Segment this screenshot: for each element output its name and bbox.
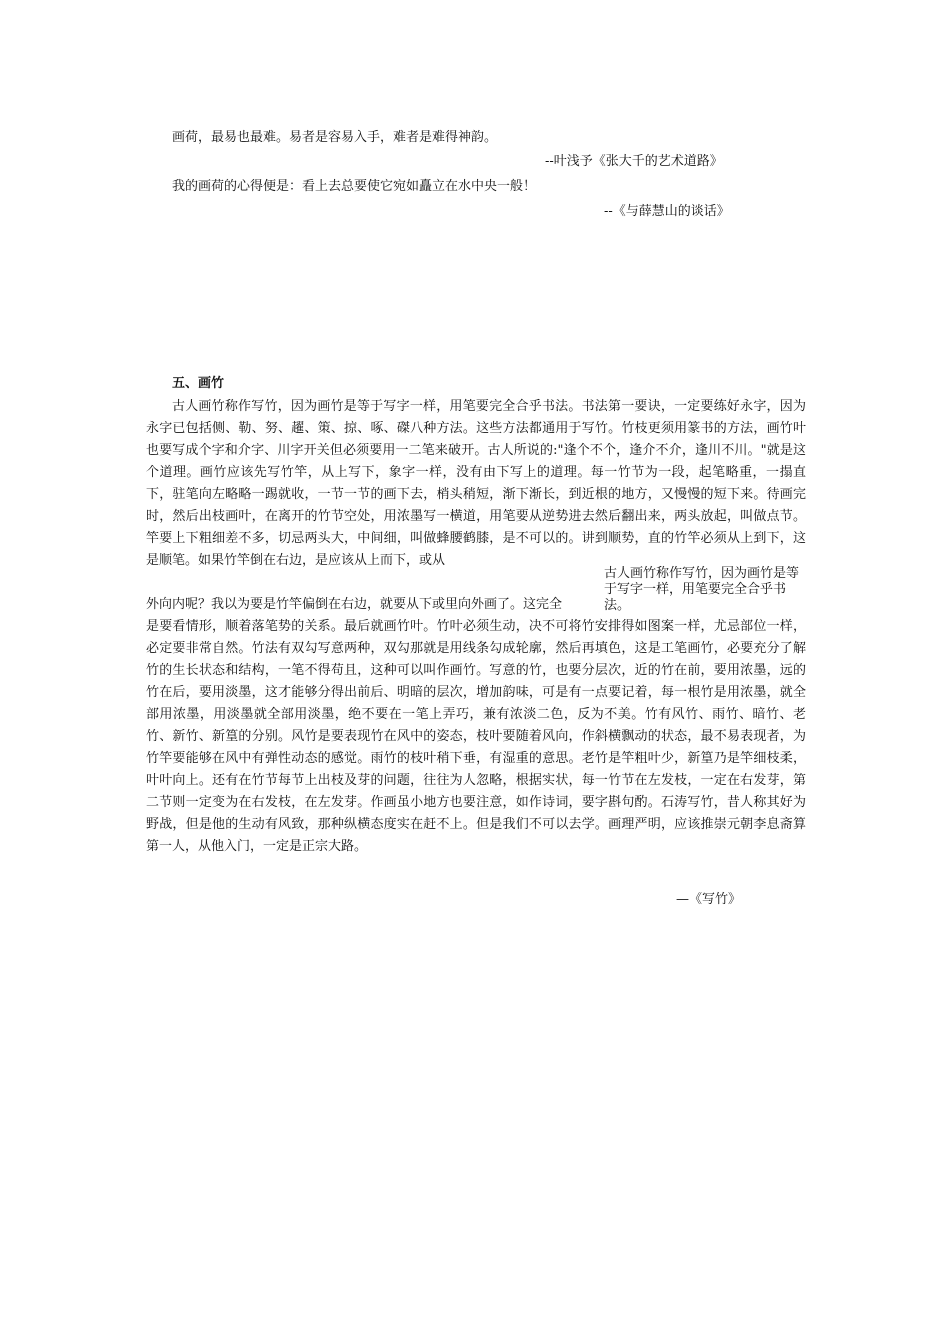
overlay-text-box: 古人画竹称作写竹，因为画竹是等于写字一样，用笔要完全合乎书法。 [604, 566, 809, 614]
heart-quote: 我的画荷的心得便是：看上去总要使它宛如矗立在水中央一般！ [172, 179, 537, 194]
heart-citation: --《与薛慧山的谈话》 [604, 204, 730, 219]
bamboo-paragraph-1-tail: 外向内呢？我以为要是竹竿偏倒在右边，就要从下或里向外画了。这完全 [146, 597, 563, 612]
bamboo-citation: —《写竹》 [676, 892, 742, 907]
bamboo-paragraph-1: 古人画竹称作写竹，因为画竹是等于写字一样，用笔要完全合乎书法。书法第一要诀，一定要练好永字，因为永字已包括侧、勒、努、趯、策、掠、啄、磔八种方法。这些方法都通用于写竹。竹枝更须用篆书的方法，画竹叶也要写成个字和介字、川字开关但必须要用一二笔来破开。古人所说的:"逢个不个，逢介不介，逢川不川。"就是这个道理。画竹应该先写竹竿，从上写下，象字一样，没有由下写上的道理。每一竹节为一段，起笔略重，一搨直下，驻笔向左略略一踢就收，一节一节的画下去，梢头稍短，渐下渐长，到近根的地方，又慢慢的短下来。待画完时，然后出枝画叶，在离开的竹节空处，用浓墨写一横道，用笔要从逆势进去然后翻出来，两头放起，叫做点节。竿要上下粗细差不多，切忌两头大，中间细，叫做蜂腰鹤膝，是不可以的。讲到顺势，直的竹竿必须从上到下，这是顺笔。如果竹竿倒在右边，是应该从上而下，或从 [146, 399, 806, 568]
bamboo-paragraph-2: 是要看情形，顺着落笔势的关系。最后就画竹叶。竹叶必须生动，决不可将竹安排得如图案一样，尤忌部位一样，必定要非常自然。竹法有双勾写意两种，双勾那就是用线条勾成轮廓，然后再填色，这是工笔画竹，必要充分了解竹的生长状态和结构，一笔不得苟且，这种可以叫作画竹。写意的竹，也要分层次，近的竹在前，要用浓墨，远的竹在后，要用淡墨，这才能够分得出前后、明暗的层次，增加韵味，可是有一点要记着，每一根竹是用浓墨，就全部用浓墨，用淡墨就全部用淡墨，绝不要在一笔上弄巧，兼有浓淡二色，反为不美。竹有风竹、雨竹、暗竹、老竹、新竹、新篁的分别。风竹是要表现竹在风中的姿态，枝叶要随着风向，作斜横飘动的状态，最不易表现者，为竹竿要能够在风中有弹性动态的感觉。雨竹的枝叶稍下垂，有湿重的意思。老竹是竿粗叶少，新篁乃是竿细枝柔，叶叶向上。还有在竹节每节上出枝及芽的问题，往往为人忽略，根据实状，每一竹节在左发枝，一定在右发芽，第二节则一定变为在右发枝，在左发芽。作画虽小地方也要注意，如作诗词，要字斟句酌。石涛写竹，昔人称其好为野战，但是他的生动有风致，那种纵横态度实在赶不上。但是我们不可以去学。画理严明，应该推崇元朝李息斋算第一人，从他入门，一定是正宗大路。 [146, 619, 806, 854]
lotus-quote: 画荷，最易也最难。易者是容易入手，难者是难得神韵。 [172, 130, 498, 145]
section-heading: 五、画竹 [172, 376, 225, 391]
lotus-citation: --叶浅予《张大千的艺术道路》 [545, 154, 723, 169]
